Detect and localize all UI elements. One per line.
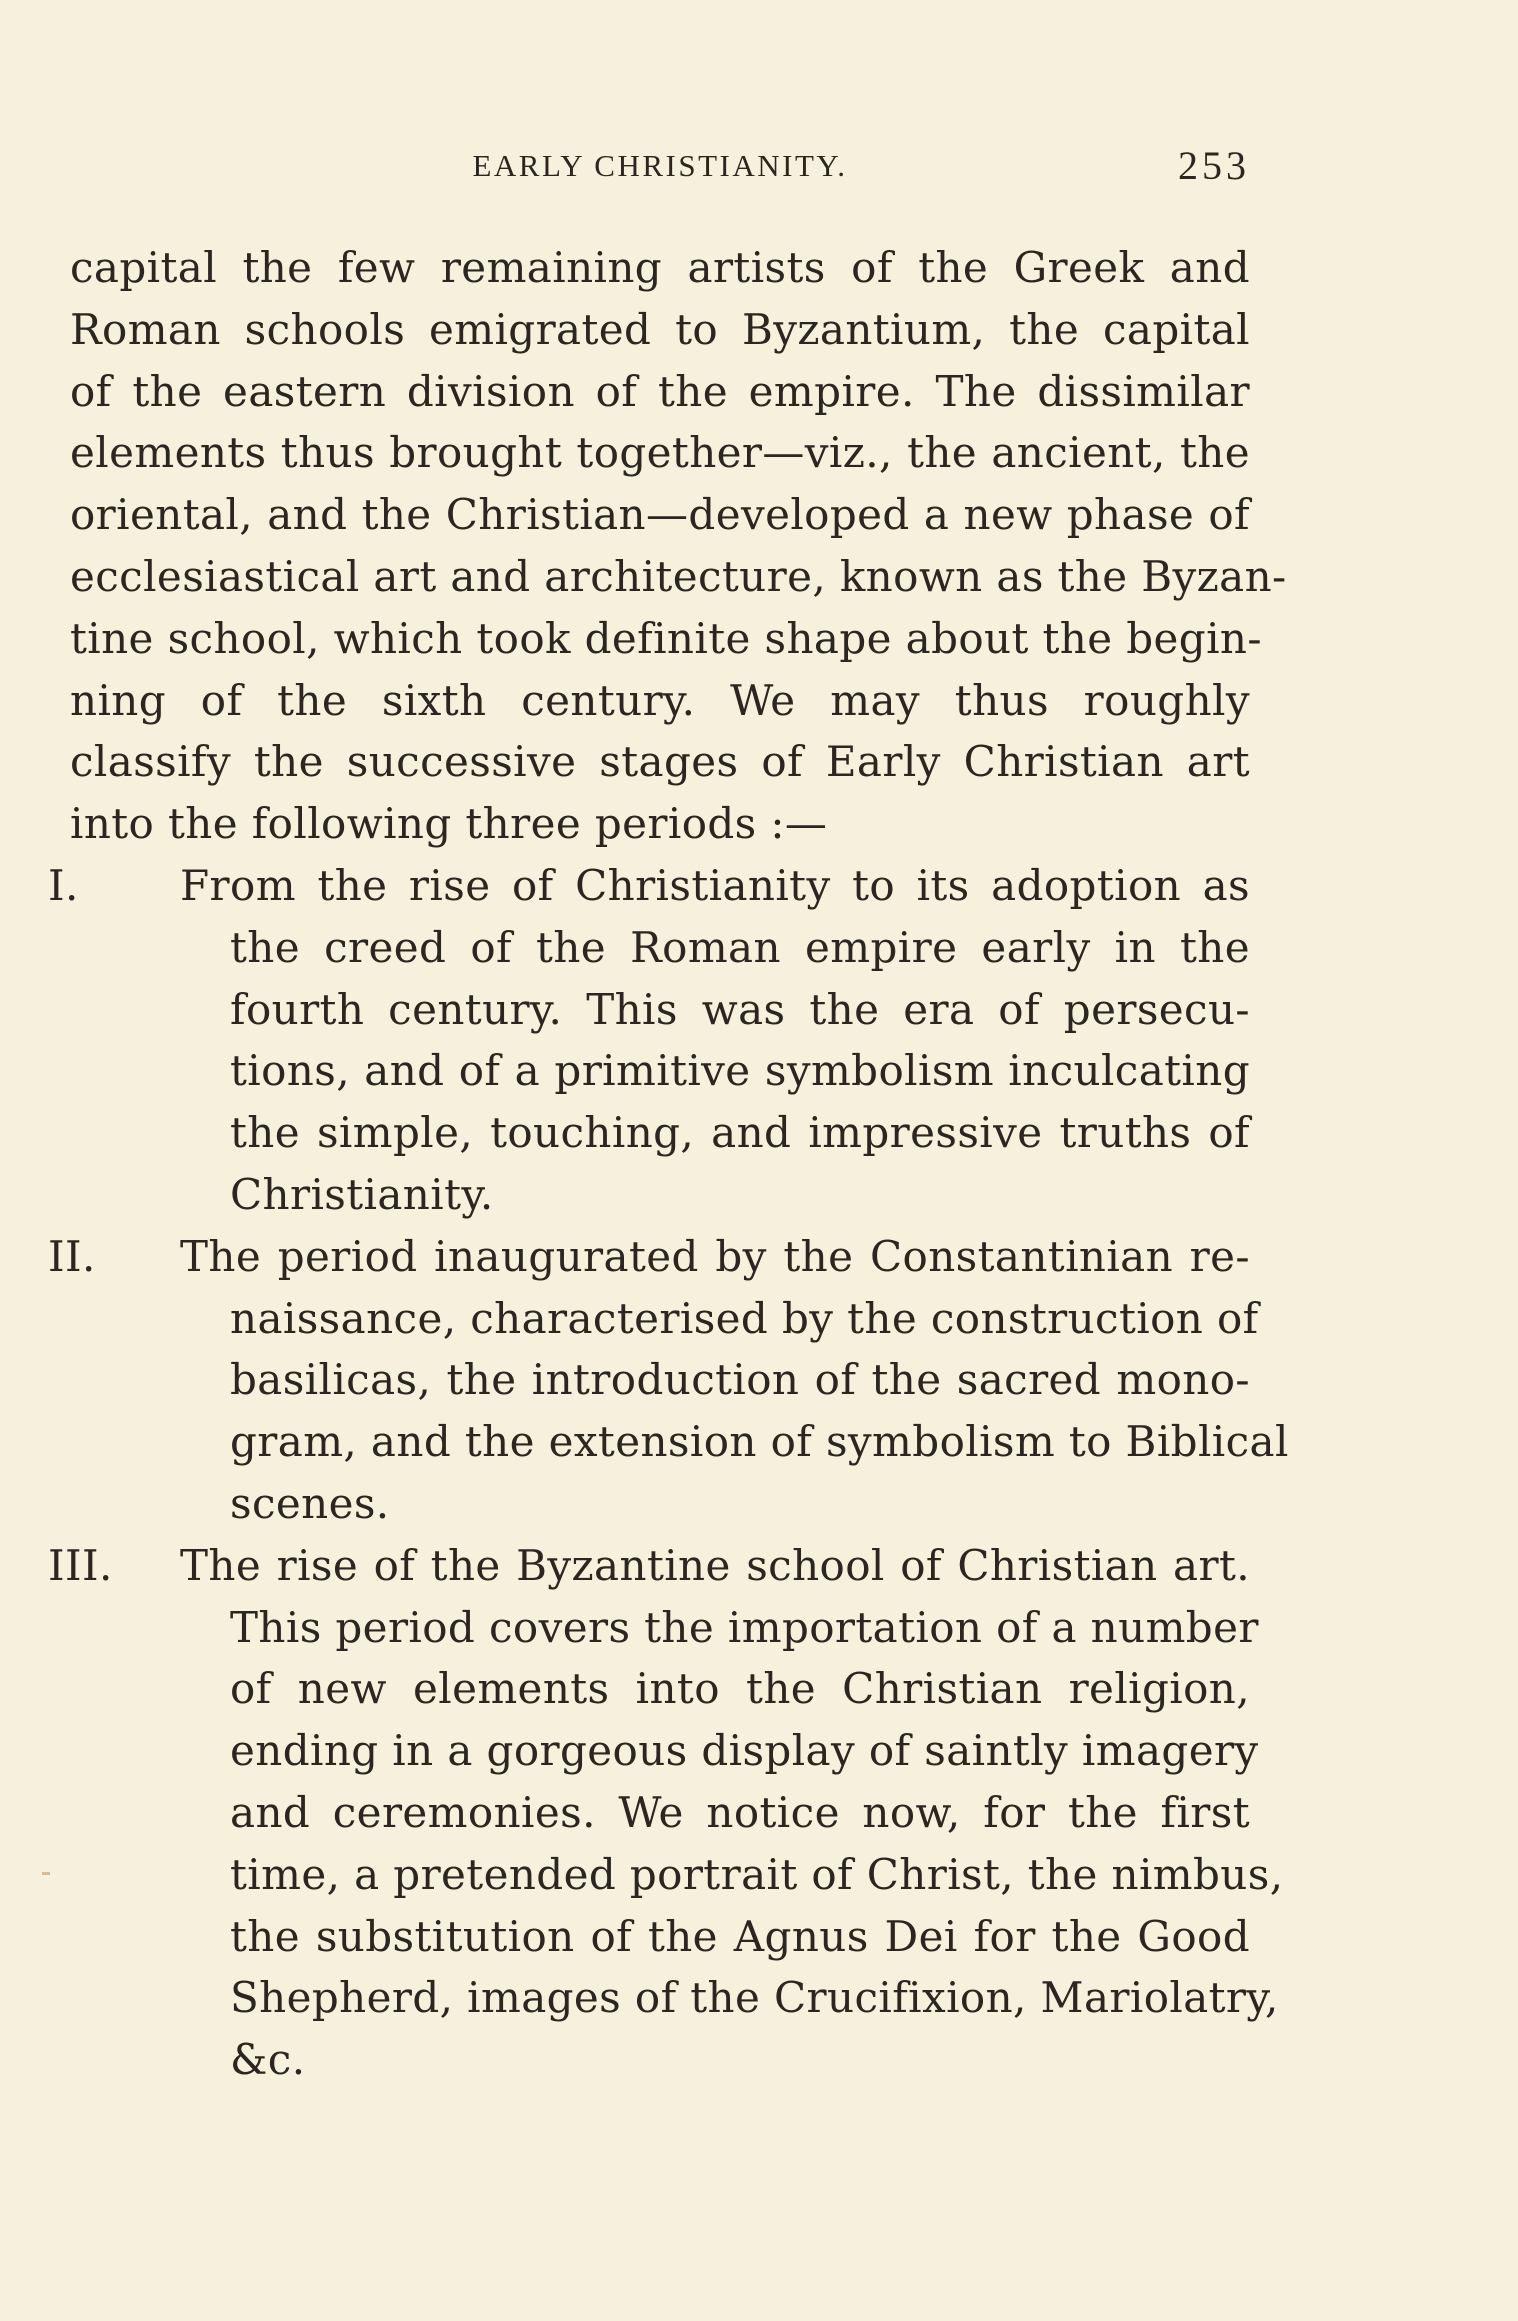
text-line: gram, and the extension of symbolism to Biblical [230,1417,1289,1467]
text-line: scenes. [230,1478,390,1528]
text-line: of the eastern division of the empire. The dissimilar [70,366,1250,416]
text-line: of new elements into the Christian religion, [230,1664,1250,1714]
text-line: &c. [230,2035,306,2085]
intro-paragraph [70,237,1287,855]
text-line: Shepherd, images of the Crucifixion, Mariolatry, [230,1973,1279,2023]
period-first-line [48,1535,1250,1597]
text-line: ending in a gorgeous display of saintly imagery [230,1726,1259,1776]
text-line: elements thus brought together—viz., the ancient, the [70,428,1250,478]
running-head [70,142,1250,192]
period-item-2 [48,1226,1289,1535]
period-first-line [48,855,1250,917]
period-numeral: I. [48,860,79,910]
text-line: classify the successive stages of Early Christian art [70,737,1250,787]
text-line: ning of the sixth century. We may thus roughly [70,675,1250,725]
text-line: From the rise of Christianity to its adoption as [180,860,1250,910]
text-line: tine school, which took definite shape about the begin- [70,613,1262,663]
text-line: This period covers the importation of a number [230,1602,1259,1652]
text-line: the creed of the Roman empire early in the [230,922,1250,972]
period-item-1 [48,855,1250,1226]
text-line: The rise of the Byzantine school of Christian art. [180,1540,1250,1590]
period-item-3 [48,1535,1284,2091]
text-line: oriental, and the Christian—developed a new phase of [70,490,1250,540]
text-line: time, a pretended portrait of Christ, the nimbus, [230,1849,1284,1899]
text-body [48,237,1289,2091]
text-line: The period inaugurated by the Constantinian re- [180,1231,1250,1281]
text-line: tions, and of a primitive symbolism inculcating [230,1046,1250,1096]
period-first-line [48,1226,1250,1288]
text-line: fourth century. This was the era of persecu- [230,984,1250,1034]
text-line: the simple, touching, and impressive truths of [230,1108,1250,1158]
period-numeral: II. [48,1231,96,1281]
running-title: EARLY CHRISTIANITY. [472,148,848,183]
text-line: Roman schools emigrated to Byzantium, the capital [70,304,1250,354]
text-line: Christianity. [230,1169,494,1219]
text-line: basilicas, the introduction of the sacred mono- [230,1355,1250,1405]
period-numeral: III. [48,1540,113,1590]
text-line: into the following three periods :— [70,799,828,849]
text-line: the substitution of the Agnus Dei for the Good [230,1911,1250,1961]
page-number: 253 [1178,143,1250,188]
paper-blemish [42,1872,50,1875]
text-line: ecclesiastical art and architecture, known as the Byzan- [70,551,1287,601]
text-line: capital the few remaining artists of the Greek and [70,243,1250,292]
text-line: naissance, characterised by the construction of [230,1293,1259,1343]
text-line: and ceremonies. We notice now, for the first [230,1787,1250,1837]
